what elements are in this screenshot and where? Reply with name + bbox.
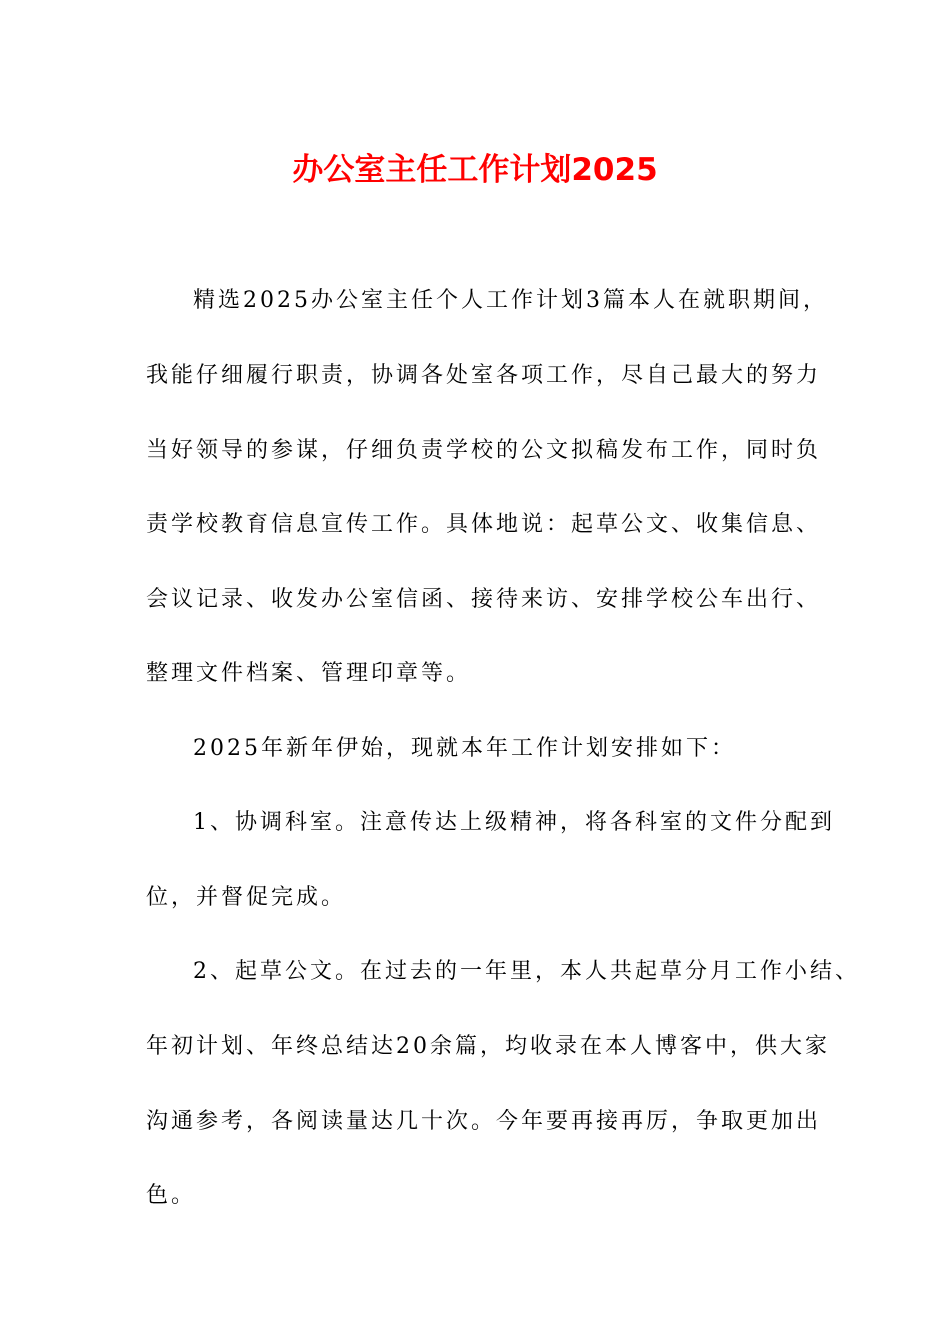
document-title: 办公室主任工作计划2025: [292, 152, 658, 188]
paragraph-1-line-2: 我能仔细履行职责，协调各处室各项工作，尽自己最大的努力: [146, 363, 822, 388]
paragraph-4-line-3: 沟通参考，各阅读量达几十次。今年要再接再厉，争取更加出: [146, 1109, 822, 1134]
paragraph-1-line-6: 整理文件档案、管理印章等。: [146, 661, 472, 686]
paragraph-4-line-1: 2、起草公文。在过去的一年里，本人共起草分月工作小结、: [193, 959, 860, 984]
paragraph-1-line-5: 会议记录、收发办公室信函、接待来访、安排学校公车出行、: [146, 587, 822, 612]
paragraph-1-line-4: 责学校教育信息宣传工作。具体地说：起草公文、收集信息、: [146, 512, 822, 537]
paragraph-1-line-1: 精选2025办公室主任个人工作计划3篇本人在就职期间，: [193, 288, 828, 313]
paragraph-4-line-4: 色。: [146, 1183, 197, 1208]
paragraph-1-line-3: 当好领导的参谋，仔细负责学校的公文拟稿发布工作，同时负: [146, 438, 822, 463]
paragraph-4-line-2: 年初计划、年终总结达20余篇，均收录在本人博客中，供大家: [146, 1034, 830, 1059]
paragraph-3-line-1: 1、协调科室。注意传达上级精神，将各科室的文件分配到: [193, 810, 835, 835]
paragraph-2-line-1: 2025年新年伊始，现就本年工作计划安排如下：: [193, 736, 736, 761]
paragraph-3-line-2: 位，并督促完成。: [146, 885, 347, 910]
